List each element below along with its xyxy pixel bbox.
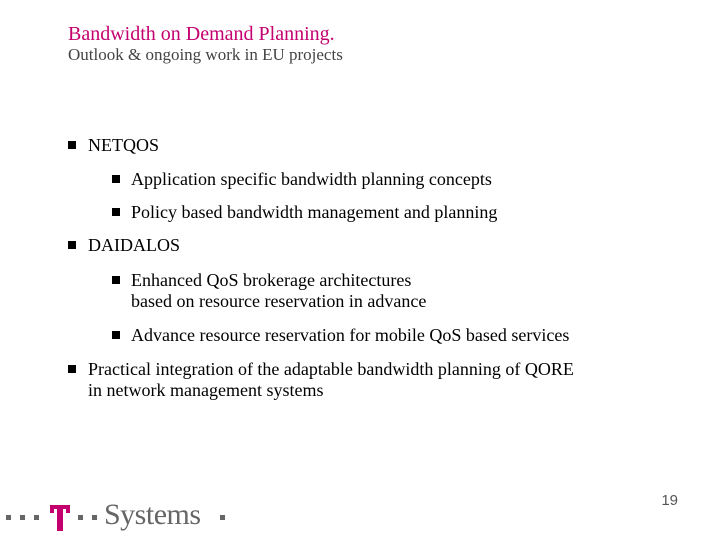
bullet-marker [68, 241, 76, 249]
sub-bullet-marker [112, 208, 120, 216]
slide-subtitle: Outlook & ongoing work in EU projects [68, 45, 343, 64]
bullet-netqos: NETQOS [88, 135, 159, 155]
sub-bullet-qos-brokerage-line1: Enhanced QoS brokerage architectures [131, 270, 412, 290]
t-logo-mark [0, 500, 104, 536]
sub-bullet-marker [112, 175, 120, 183]
bullet-qore-integration-line2: in network management systems [88, 380, 324, 400]
logo-trailing-dot [218, 500, 228, 536]
sub-bullet-qos-brokerage-line2: based on resource reservation in advance [131, 291, 427, 311]
sub-bullet-marker [112, 331, 120, 339]
bullet-qore-integration-line1: Practical integration of the adaptable bandwidth planning of QORE [88, 359, 574, 379]
logo-wordmark: Systems [104, 498, 201, 531]
page-number: 19 [661, 492, 678, 509]
bullet-marker [68, 365, 76, 373]
sub-bullet-policy-management: Policy based bandwidth management and planning [131, 202, 498, 222]
bullet-marker [68, 141, 76, 149]
sub-bullet-marker [112, 276, 120, 284]
slide-title: Bandwidth on Demand Planning. [68, 23, 335, 45]
sub-bullet-advance-reservation: Advance resource reservation for mobile QoS based services [131, 325, 570, 345]
sub-bullet-application-planning: Application specific bandwidth planning concepts [131, 169, 492, 189]
t-systems-logo [0, 500, 240, 536]
bullet-daidalos: DAIDALOS [88, 235, 180, 255]
